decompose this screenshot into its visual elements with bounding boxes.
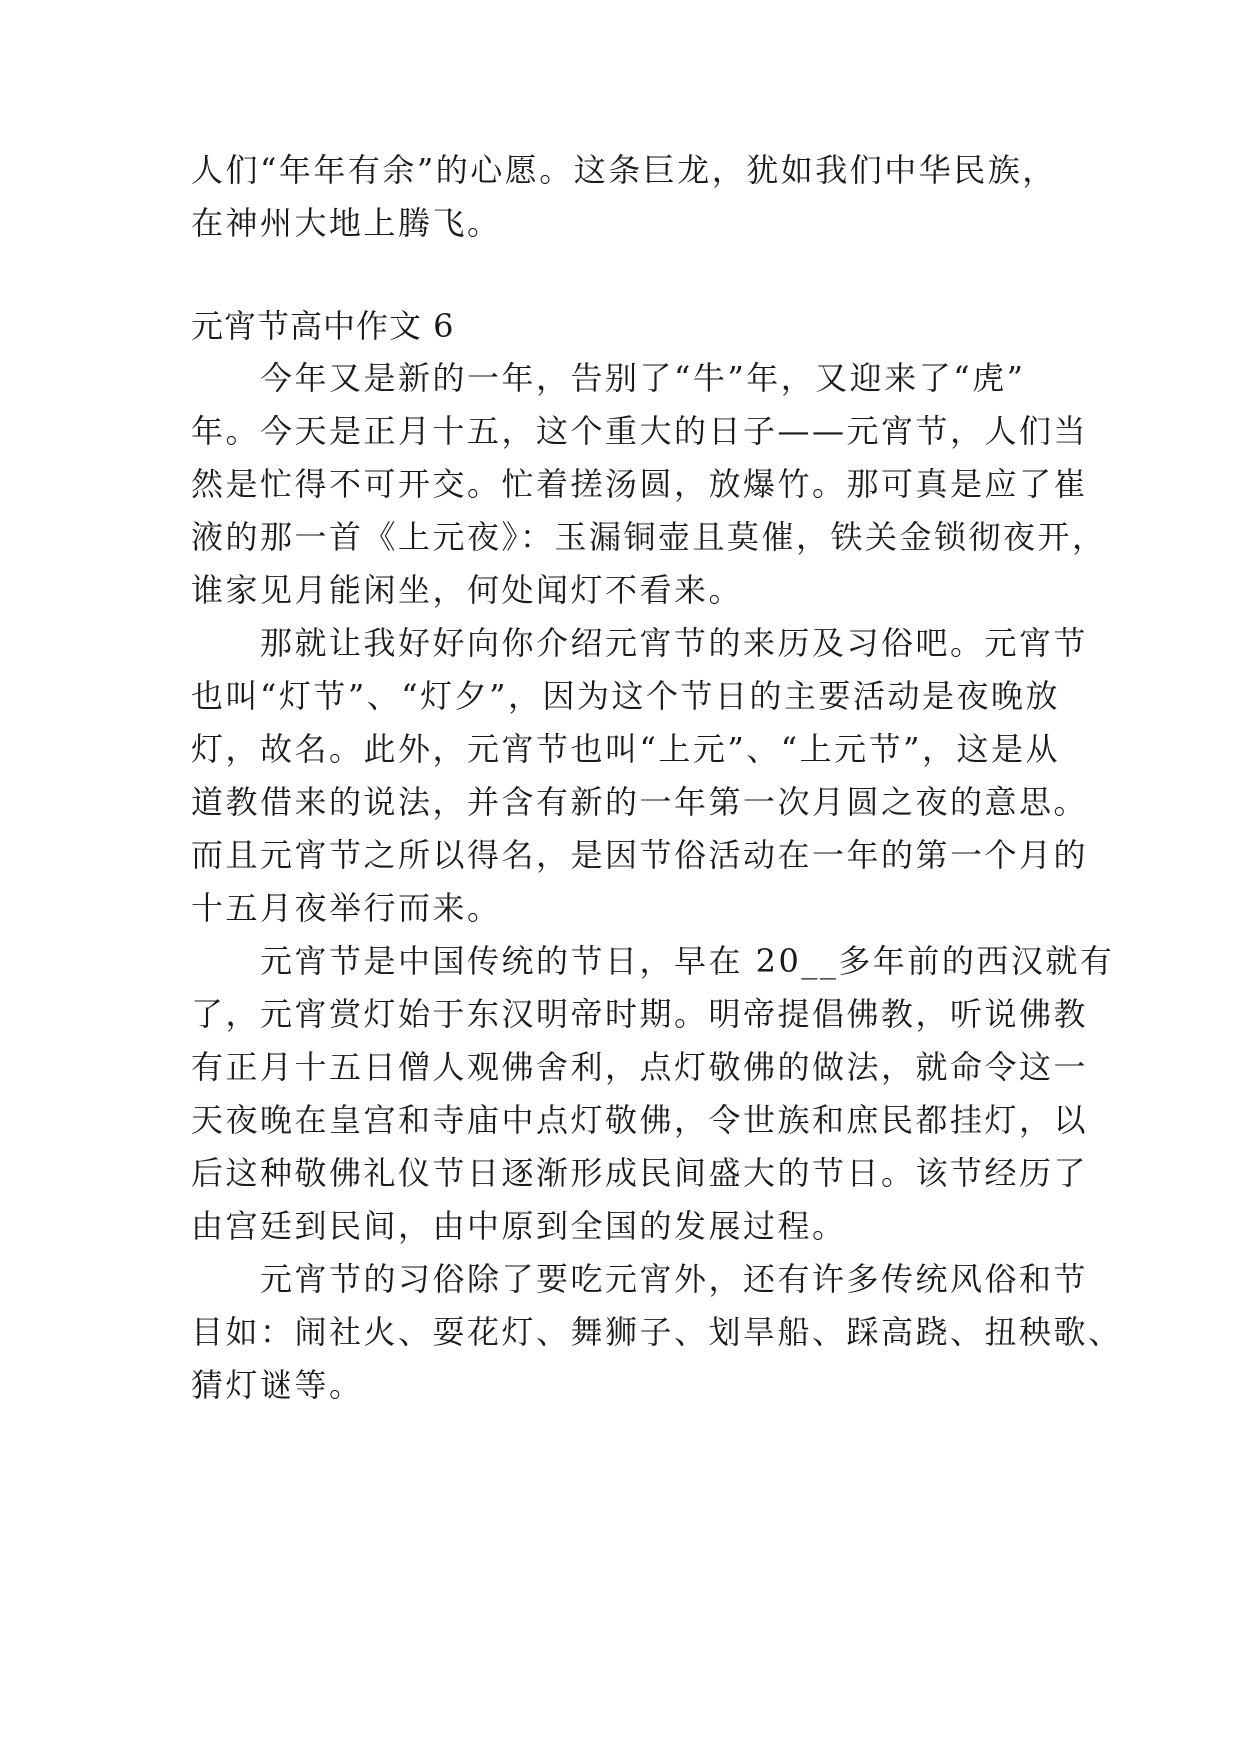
paragraph-1-line: 谁家见月能闲坐，何处闻灯不看来。 [191,571,744,609]
paragraph-1-line: 然是忙得不可开交。忙着搓汤圆，放爆竹。那可真是应了崔 [191,465,1089,503]
paragraph-2-line: 道教借来的说法，并含有新的一年第一次月圆之夜的意思。 [191,783,1089,821]
paragraph-2-line: 灯，故名。此外，元宵节也叫“上元”、“上元节”，这是从 [191,730,1060,768]
paragraph-2-line: 而且元宵节之所以得名，是因节俗活动在一年的第一个月的 [191,836,1089,874]
paragraph-4-line: 目如：闹社火、耍花灯、舞狮子、划旱船、踩高跷、扭秧歌、 [191,1313,1123,1351]
section-title: 元宵节高中作文 6 [191,307,455,345]
paragraph-3-line: 天夜晚在皇宫和寺庙中点灯敬佛，令世族和庶民都挂灯，以 [191,1101,1089,1139]
paragraph-4-line: 猜灯谜等。 [191,1366,364,1404]
paragraph-3-line: 有正月十五日僧人观佛舍利，点灯敬佛的做法，就命令这一 [191,1048,1089,1086]
paragraph-3-line: 元宵节是中国传统的节日，早在 20__多年前的西汉就有 [191,942,1115,980]
paragraph-1-line: 今年又是新的一年，告别了“牛”年，又迎来了“虎” [191,359,1026,397]
paragraph-4-line: 元宵节的习俗除了要吃元宵外，还有许多传统风俗和节 [191,1260,1089,1298]
paragraph-2-line: 十五月夜举行而来。 [191,889,502,927]
paragraph-1-line: 液的那一首《上元夜》：玉漏铜壶且莫催，铁关金锁彻夜开， [191,518,1107,556]
paragraph-2-line: 那就让我好好向你介绍元宵节的来历及习俗吧。元宵节 [191,624,1089,662]
paragraph-3-line: 了，元宵赏灯始于东汉明帝时期。明帝提倡佛教，听说佛教 [191,995,1089,1033]
paragraph-3-line: 由宫廷到民间，由中原到全国的发展过程。 [191,1207,847,1245]
paragraph-3-line: 后这种敬佛礼仪节日逐渐形成民间盛大的节日。该节经历了 [191,1154,1089,1192]
continuation-line: 人们“年年有余”的心愿。这条巨龙，犹如我们中华民族， [191,151,1057,189]
paragraph-1-line: 年。今天是正月十五，这个重大的日子——元宵节，人们当 [191,412,1089,450]
continuation-line: 在神州大地上腾飞。 [191,204,502,242]
paragraph-2-line: 也叫“灯节”、“灯夕”，因为这个节日的主要活动是夜晚放 [191,677,1060,715]
